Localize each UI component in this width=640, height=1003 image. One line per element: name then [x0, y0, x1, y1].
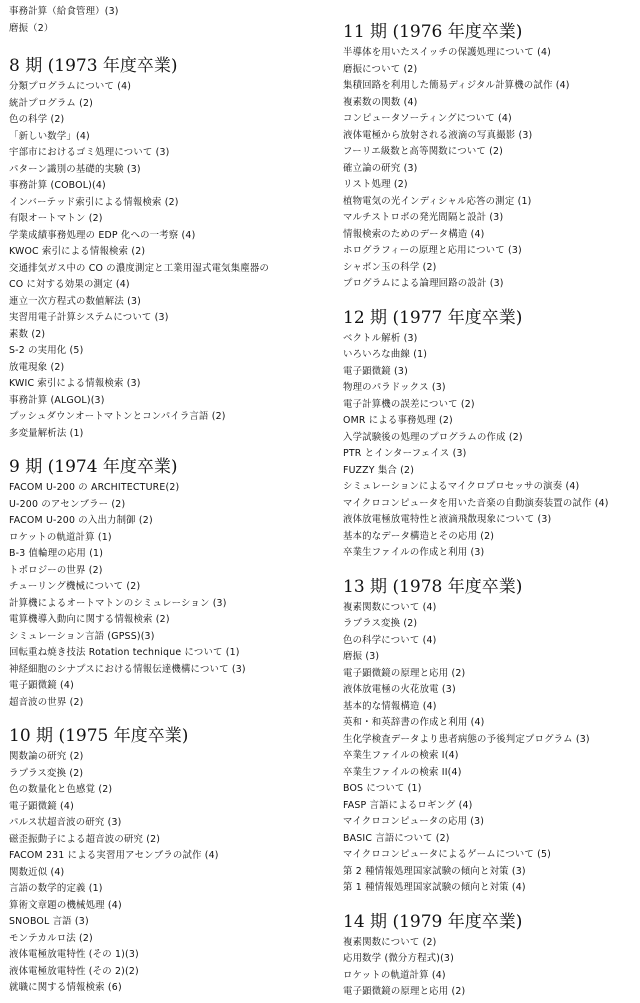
list-item: BOS について (1) [343, 783, 422, 794]
list-item: フーリエ級数と高等関数について (2) [343, 146, 504, 157]
list-item: 情報検索のためのデータ構造 (4) [343, 228, 485, 240]
list-item: 有限オートマトン (2) [9, 213, 103, 224]
list-item: コンピュータソーティングについて (4) [343, 113, 512, 124]
list-item: 超音波の世界 (2) [9, 696, 84, 708]
list-item: 第 1 種情報処理国家試験の傾向と対策 (4) [343, 882, 526, 893]
section-heading: 12 期 (1977 年度卒業) [343, 307, 523, 328]
class-section [343, 911, 633, 1001]
class-section [343, 21, 633, 293]
list-item: マイクロコンピュータを用いた音楽の自動演奏装置の試作 (4) [343, 497, 609, 509]
list-item: 複素数の関数 (4) [343, 96, 418, 108]
list-item: FACOM U-200 の入出力制御 (2) [9, 515, 153, 526]
list-item: いろいろな曲線 (1) [343, 349, 428, 360]
list-item: KWIC 索引による情報検索 (3) [9, 378, 141, 389]
list-item: 言語の数学的定義 (1) [9, 883, 103, 894]
section-heading: 9 期 (1974 年度卒業) [9, 457, 178, 477]
class-section [9, 725, 309, 997]
list-item: 液体電極から放射される液滴の写真撮影 (3) [343, 129, 533, 141]
class-section [9, 456, 309, 711]
list-item: 基本的な情報構造 (4) [343, 700, 437, 712]
list-item: パターン識別の基礎的実験 (3) [9, 163, 141, 175]
list-item: 磨振について (2) [343, 63, 418, 75]
list-item: チューリング機械について (2) [9, 581, 141, 592]
list-item: シャボン玉の科学 (2) [343, 261, 437, 273]
list-item: 放電現象 (2) [9, 361, 65, 373]
list-item: 関数近似 (4) [9, 866, 65, 878]
list-item: 統計プログラム (2) [9, 97, 93, 109]
list-item: マイクロコンピュータによるゲームについて (5) [343, 849, 551, 860]
section-heading: 10 期 (1975 年度卒業) [9, 726, 189, 746]
list-item: 液体放電極放電特性と液滴飛散現象について (3) [343, 514, 552, 525]
list-item: 液体電極放電特性 (その 2)(2) [9, 965, 139, 977]
section-heading: 13 期 (1978 年度卒業) [343, 576, 523, 597]
list-item: インバーテッド索引による情報検索 (2) [9, 196, 179, 208]
list-item: B-3 值輪理の応用 (1) [9, 548, 104, 559]
list-item: ラプラス変換 (2) [343, 618, 418, 629]
list-item: 半導体を用いたスイッチの保護処理について (4) [343, 47, 551, 58]
list-item: S-2 の実用化 (5) [9, 345, 84, 356]
list-item: モンテカルロ法 (2) [9, 932, 93, 944]
right-sections [343, 21, 633, 1001]
list-item: 関数論の研究 (2) [9, 751, 84, 762]
list-item: 就職に関する情報検索 (6) [9, 982, 122, 993]
list-item: 英和・和英辞書の作成と利用 (4) [343, 717, 485, 728]
list-item: 確立論の研究 (3) [343, 162, 418, 174]
list-item: 学業成績事務処理の EDP 化への一考察 (4) [9, 229, 196, 241]
list-item: 電子顕微鏡 (3) [343, 365, 408, 377]
list-item: 電子顕微鏡 (4) [9, 680, 74, 691]
list-item: 回転重ね焼き技法 Rotation technique について (1) [9, 647, 240, 658]
list-item: 植物電気の光インディシャル応答の測定 (1) [343, 195, 532, 207]
list-item: 磁歪振動子による超音波の研究 (2) [9, 833, 161, 845]
left-column [9, 4, 309, 997]
list-item: ベクトル解析 (3) [343, 332, 418, 344]
list-item: 事務計算 (ALGOL)(3) [9, 394, 105, 406]
list-item: 液体放電極の火花放電 (3) [343, 684, 456, 695]
list-item: OMR による事務処理 (2) [343, 415, 453, 426]
list-item: 集積回路を利用した簡易ディジタル計算機の試作 (4) [343, 80, 570, 91]
list-item: 「新しい数学」(4) [9, 130, 90, 142]
list-item: 算術文章題の機械処理 (4) [9, 899, 122, 911]
list-item: PTR とインターフェイス (3) [343, 448, 467, 459]
list-item: 色の数量化と色感覚 (2) [9, 784, 113, 795]
class-section [9, 55, 309, 442]
list-item: SNOBOL 言語 (3) [9, 916, 89, 927]
list-item: 電子顕微鏡の原理と応用 (2) [343, 667, 466, 679]
list-item: シミュレーションによるマイクロプロセッサの演奏 (4) [343, 481, 580, 492]
section-heading: 11 期 (1976 年度卒業) [343, 22, 523, 42]
list-item: マイクロコンピュータの応用 (3) [343, 816, 485, 827]
list-item: 電算機導入動向に関する情報検索 (2) [9, 614, 170, 625]
list-item: 事務計算 (COBOL)(4) [9, 180, 106, 191]
list-item: 生化学検査データより患者病態の予後判定プログラム (3) [343, 733, 590, 745]
list-item: 磨振 (3) [343, 651, 380, 662]
list-item: 複素関数について (2) [343, 936, 437, 948]
list-item: 多変量解析法 (1) [9, 427, 84, 439]
list-item: プログラムによる論理回路の設計 (3) [343, 278, 504, 289]
list-item: 実習用電子計算システムについて (3) [9, 312, 169, 323]
list-item: 電子計算機の誤差について (2) [343, 398, 475, 410]
list-item: CO に対する効果の測定 (4) [9, 279, 130, 290]
list-item: 連立一次方程式の数値解法 (3) [9, 295, 141, 307]
list-item: 色の科学 (2) [9, 114, 65, 125]
list-item: FACOM 231 による実習用アセンブラの試作 (4) [9, 850, 219, 861]
list-item: 分類プログラムについて (4) [9, 81, 132, 92]
list-item: ラプラス変換 (2) [9, 767, 84, 779]
list-item: ロケットの軌道計算 (4) [343, 969, 446, 981]
list-item: 事務計算（給食管理）(3) [9, 6, 119, 17]
right-column [343, 4, 633, 1001]
section-heading: 14 期 (1979 年度卒業) [343, 911, 523, 932]
list-item: トポロジーの世界 (2) [9, 564, 103, 576]
list-item: BASIC 言語について (2) [343, 832, 450, 844]
list-item: 物理のパラドックス (3) [343, 382, 446, 393]
list-item: FUZZY 集合 (2) [343, 464, 415, 476]
list-item: ホログラフィーの原理と応用について (3) [343, 245, 522, 256]
list-item: KWOC 索引による情報検索 (2) [9, 246, 146, 257]
list-item: 交通排気ガス中の CO の濃度測定と工業用湿式電気集塵器の [9, 262, 270, 274]
list-item: 素数 (2) [9, 328, 46, 340]
list-item: 電子顕微鏡 (4) [9, 800, 74, 812]
class-section [343, 576, 633, 897]
list-item: リスト処理 (2) [343, 179, 408, 190]
list-item: 入学試験後の処理のプログラムの作成 (2) [343, 431, 523, 443]
section-heading: 8 期 (1973 年度卒業) [9, 56, 178, 76]
list-item: マルチストロボの発光間隔と設計 (3) [343, 212, 504, 223]
class-section [343, 307, 633, 562]
list-item: FASP 言語によるロギング (4) [343, 799, 473, 811]
list-item: 第 2 種情報処理国家試験の傾向と対策 (3) [343, 865, 526, 877]
list-item: 卒業生ファイルの検索 II(4) [343, 766, 462, 778]
list-item: 宇部市におけるゴミ処理について (3) [9, 147, 170, 158]
list-item: 磨振（2） [9, 22, 54, 34]
left-sections [9, 55, 309, 997]
list-item: パルス状超音波の研究 (3) [9, 817, 122, 828]
list-item: プッシュダウンオートマトンとコンパイラ言語 (2) [9, 411, 226, 422]
list-item: 基本的なデータ構造とその応用 (2) [343, 530, 495, 542]
list-item: 応用数学 (微分方程式)(3) [343, 953, 454, 964]
list-item: 液体電極放電特性 (その 1)(3) [9, 949, 139, 960]
list-item: FACOM U-200 の ARCHITECTURE(2) [9, 482, 180, 493]
list-item: 計算機によるオートマトンのシミュレーション (3) [9, 597, 227, 609]
list-item: 複素関数について (4) [343, 601, 437, 613]
list-item: シミュレーション言語 (GPSS)(3) [9, 630, 155, 642]
list-item: 色の科学について (4) [343, 634, 437, 646]
list-item: 卒業生ファイルの作成と利用 (3) [343, 547, 485, 558]
list-item: 電子顕微鏡の原理と応用 (2) [343, 986, 466, 997]
list-item: 卒業生ファイルの検索 I(4) [343, 750, 459, 761]
list-item: ロケットの軌道計算 (1) [9, 531, 112, 543]
list-item: 神経細胞のシナプスにおける情報伝達機構について (3) [9, 663, 246, 675]
list-item: U-200 のアセンブラー (2) [9, 498, 126, 510]
